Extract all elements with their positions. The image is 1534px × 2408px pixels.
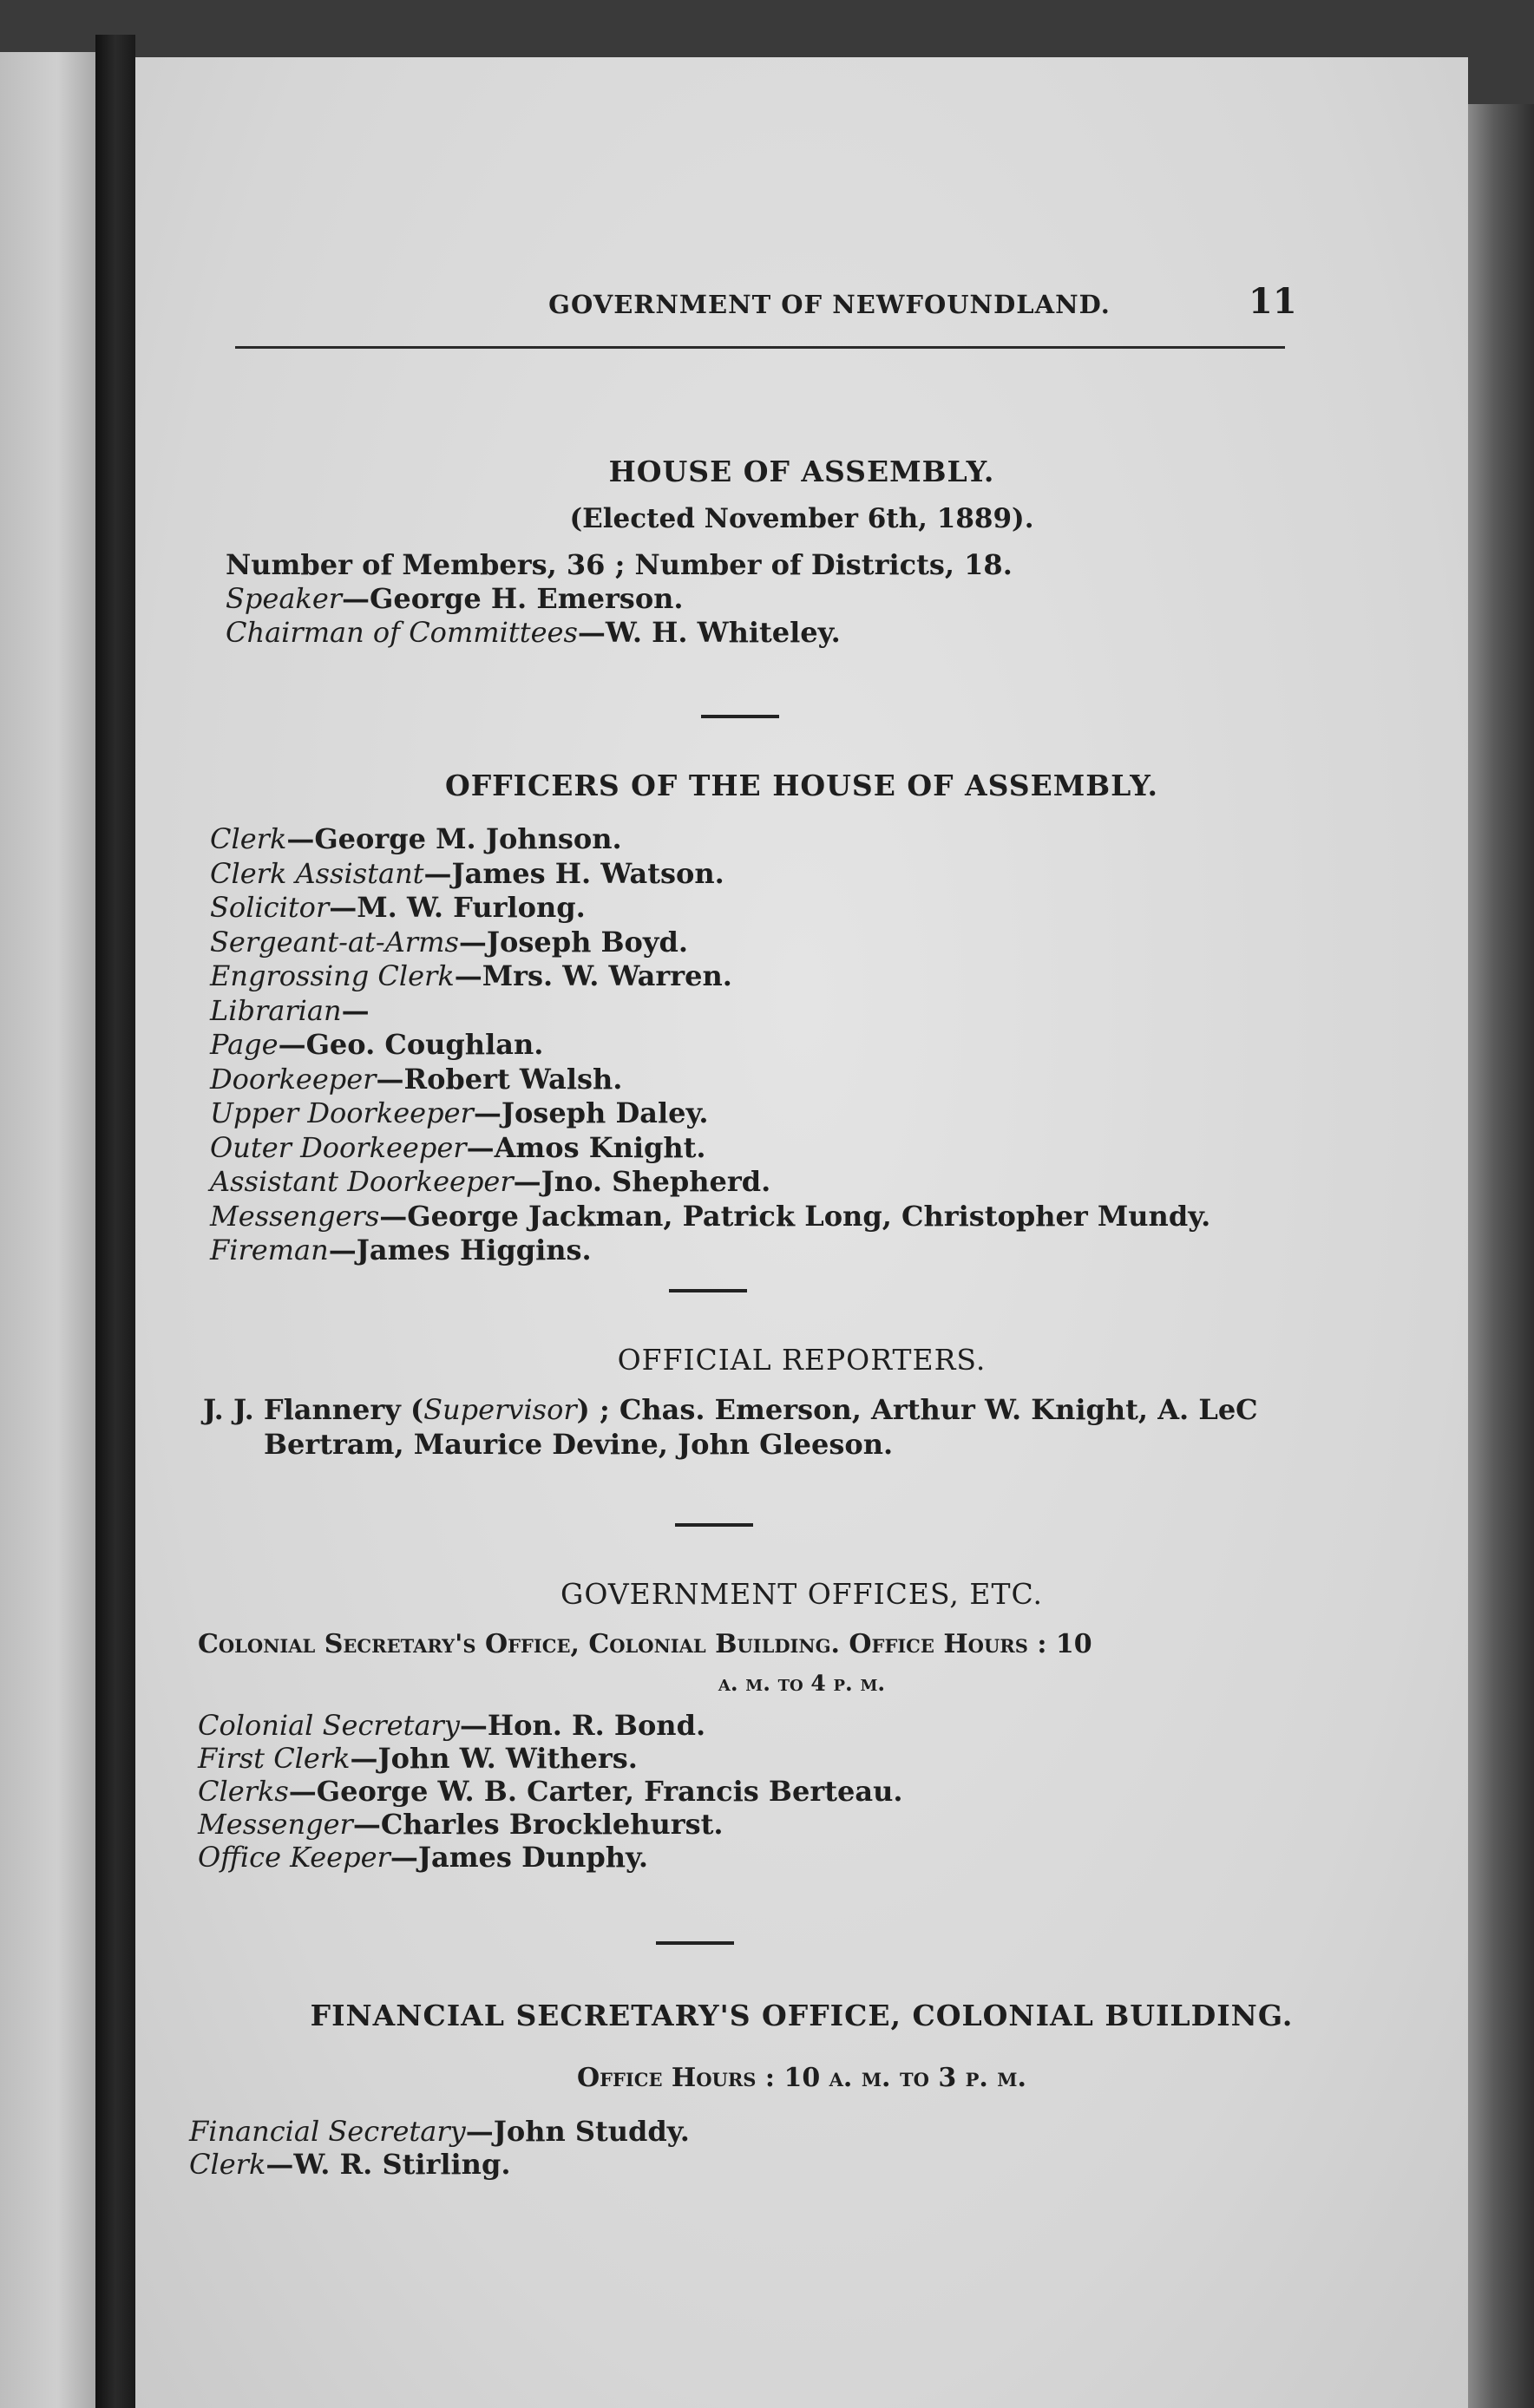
office-holder: —James H. Watson. xyxy=(423,856,724,890)
reporters-line-1-b: ) ; Chas. Emerson, Arthur W. Knight, A. LeC xyxy=(576,1393,1258,1426)
office-title: Sergeant-at-Arms xyxy=(210,925,459,959)
office-holder: —John Studdy. xyxy=(465,2115,690,2148)
list-item xyxy=(198,1841,648,1874)
office-holder: —James Higgins. xyxy=(328,1233,592,1266)
section-divider xyxy=(669,1289,747,1292)
reporters-line-2: Bertram, Maurice Devine, John Gleeson. xyxy=(264,1428,894,1461)
office-title: Outer Doorkeeper xyxy=(210,1130,467,1164)
office-title: Financial Secretary xyxy=(189,2115,466,2148)
office-title: Page xyxy=(210,1028,279,1061)
colonial-office-line-2: a. m. to 4 p. m. xyxy=(718,1671,886,1696)
office-title: Clerk xyxy=(210,822,287,855)
office-holder: —Mrs. W. Warren. xyxy=(454,959,732,992)
office-holder: —Robert Walsh. xyxy=(376,1062,623,1096)
office-title: Colonial Secretary xyxy=(198,1709,460,1742)
facing-page-edge xyxy=(0,52,95,2408)
office-holder: —M. W. Furlong. xyxy=(329,891,586,924)
list-item xyxy=(189,2148,510,2181)
office-title: Solicitor xyxy=(210,891,330,924)
officers-heading: OFFICERS OF THE HOUSE OF ASSEMBLY. xyxy=(444,769,1159,802)
office-title: Doorkeeper xyxy=(210,1062,377,1096)
section-divider xyxy=(675,1523,753,1527)
house-speaker xyxy=(226,582,684,615)
list-item xyxy=(210,1131,706,1164)
list-item xyxy=(210,1200,1210,1233)
house-members: Number of Members, 36 ; Number of Districts, 18. xyxy=(226,548,1013,581)
list-item xyxy=(198,1742,638,1775)
list-item xyxy=(210,822,622,855)
office-title: Office Keeper xyxy=(198,1841,390,1874)
book-page xyxy=(135,57,1468,2408)
office-holder: —James Dunphy. xyxy=(390,1841,649,1874)
reporters-line-1 xyxy=(203,1393,1258,1426)
list-item xyxy=(198,1808,724,1841)
list-item xyxy=(210,891,586,924)
office-holder: —George Jackman, Patrick Long, Christopher Mundy. xyxy=(379,1199,1211,1233)
reporters-heading: OFFICIAL REPORTERS. xyxy=(617,1343,987,1377)
colonial-office-line-1: Colonial Secretary's Office, Colonial Building. Office Hours : 10 xyxy=(198,1629,1092,1659)
book-gutter xyxy=(95,35,135,2408)
running-head: GOVERNMENT OF NEWFOUNDLAND. xyxy=(548,290,1111,319)
office-title: Upper Doorkeeper xyxy=(210,1096,474,1129)
section-divider xyxy=(701,715,779,718)
list-item xyxy=(210,994,370,1027)
reporters-role: Supervisor xyxy=(423,1393,577,1426)
page-edge-shadow xyxy=(1468,104,1534,2408)
government-heading: GOVERNMENT OFFICES, ETC. xyxy=(560,1577,1044,1611)
house-elected: (Elected November 6th, 1889). xyxy=(569,503,1034,534)
list-item xyxy=(210,1165,770,1198)
list-item xyxy=(210,926,688,959)
office-holder: —John W. Withers. xyxy=(350,1742,638,1775)
financial-hours: Office Hours : 10 a. m. to 3 p. m. xyxy=(576,2063,1027,2093)
list-item xyxy=(210,1096,709,1129)
list-item xyxy=(198,1709,705,1742)
office-holder: —Joseph Boyd. xyxy=(458,925,688,959)
office-title: Clerks xyxy=(198,1775,289,1808)
office-title: Engrossing Clerk xyxy=(210,959,455,992)
office-title: Assistant Doorkeeper xyxy=(210,1165,514,1198)
office-holder: —George M. Johnson. xyxy=(286,822,622,855)
office-title: Messengers xyxy=(210,1199,380,1233)
speaker-title: Speaker xyxy=(226,582,343,615)
chairman-name: —W. H. Whiteley. xyxy=(577,616,841,649)
list-item xyxy=(210,1028,543,1061)
office-holder: —Jno. Shepherd. xyxy=(513,1165,771,1198)
office-title: Clerk xyxy=(189,2148,266,2181)
office-holder: —Amos Knight. xyxy=(466,1130,706,1164)
financial-heading: FINANCIAL SECRETARY'S OFFICE, COLONIAL BUILDING. xyxy=(310,1999,1294,2032)
office-holder: —Charles Brocklehurst. xyxy=(352,1808,724,1841)
list-item xyxy=(210,857,724,890)
header-rule xyxy=(235,346,1285,349)
house-chairman xyxy=(226,616,841,649)
office-holder: —George W. B. Carter, Francis Berteau. xyxy=(288,1775,903,1808)
office-holder: —Joseph Daley. xyxy=(473,1096,709,1129)
office-holder: —W. R. Stirling. xyxy=(266,2148,511,2181)
list-item xyxy=(210,959,732,992)
page-number: 11 xyxy=(1249,281,1297,322)
office-title: Librarian xyxy=(210,993,342,1027)
list-item xyxy=(198,1775,902,1808)
office-title: Fireman xyxy=(210,1233,329,1266)
house-heading: HOUSE OF ASSEMBLY. xyxy=(608,455,995,488)
speaker-name: —George H. Emerson. xyxy=(342,582,684,615)
office-title: First Clerk xyxy=(198,1742,351,1775)
office-holder: — xyxy=(341,993,370,1027)
office-holder: —Geo. Coughlan. xyxy=(278,1028,544,1061)
list-item xyxy=(189,2115,690,2148)
page-content xyxy=(135,57,1468,2408)
office-title: Messenger xyxy=(198,1808,353,1841)
list-item xyxy=(210,1233,592,1266)
list-item xyxy=(210,1063,622,1096)
section-divider xyxy=(656,1941,734,1945)
chairman-title: Chairman of Committees xyxy=(226,616,578,649)
office-title: Clerk Assistant xyxy=(210,856,424,890)
reporters-line-1-a: J. J. Flannery ( xyxy=(203,1393,424,1426)
office-holder: —Hon. R. Bond. xyxy=(459,1709,706,1742)
